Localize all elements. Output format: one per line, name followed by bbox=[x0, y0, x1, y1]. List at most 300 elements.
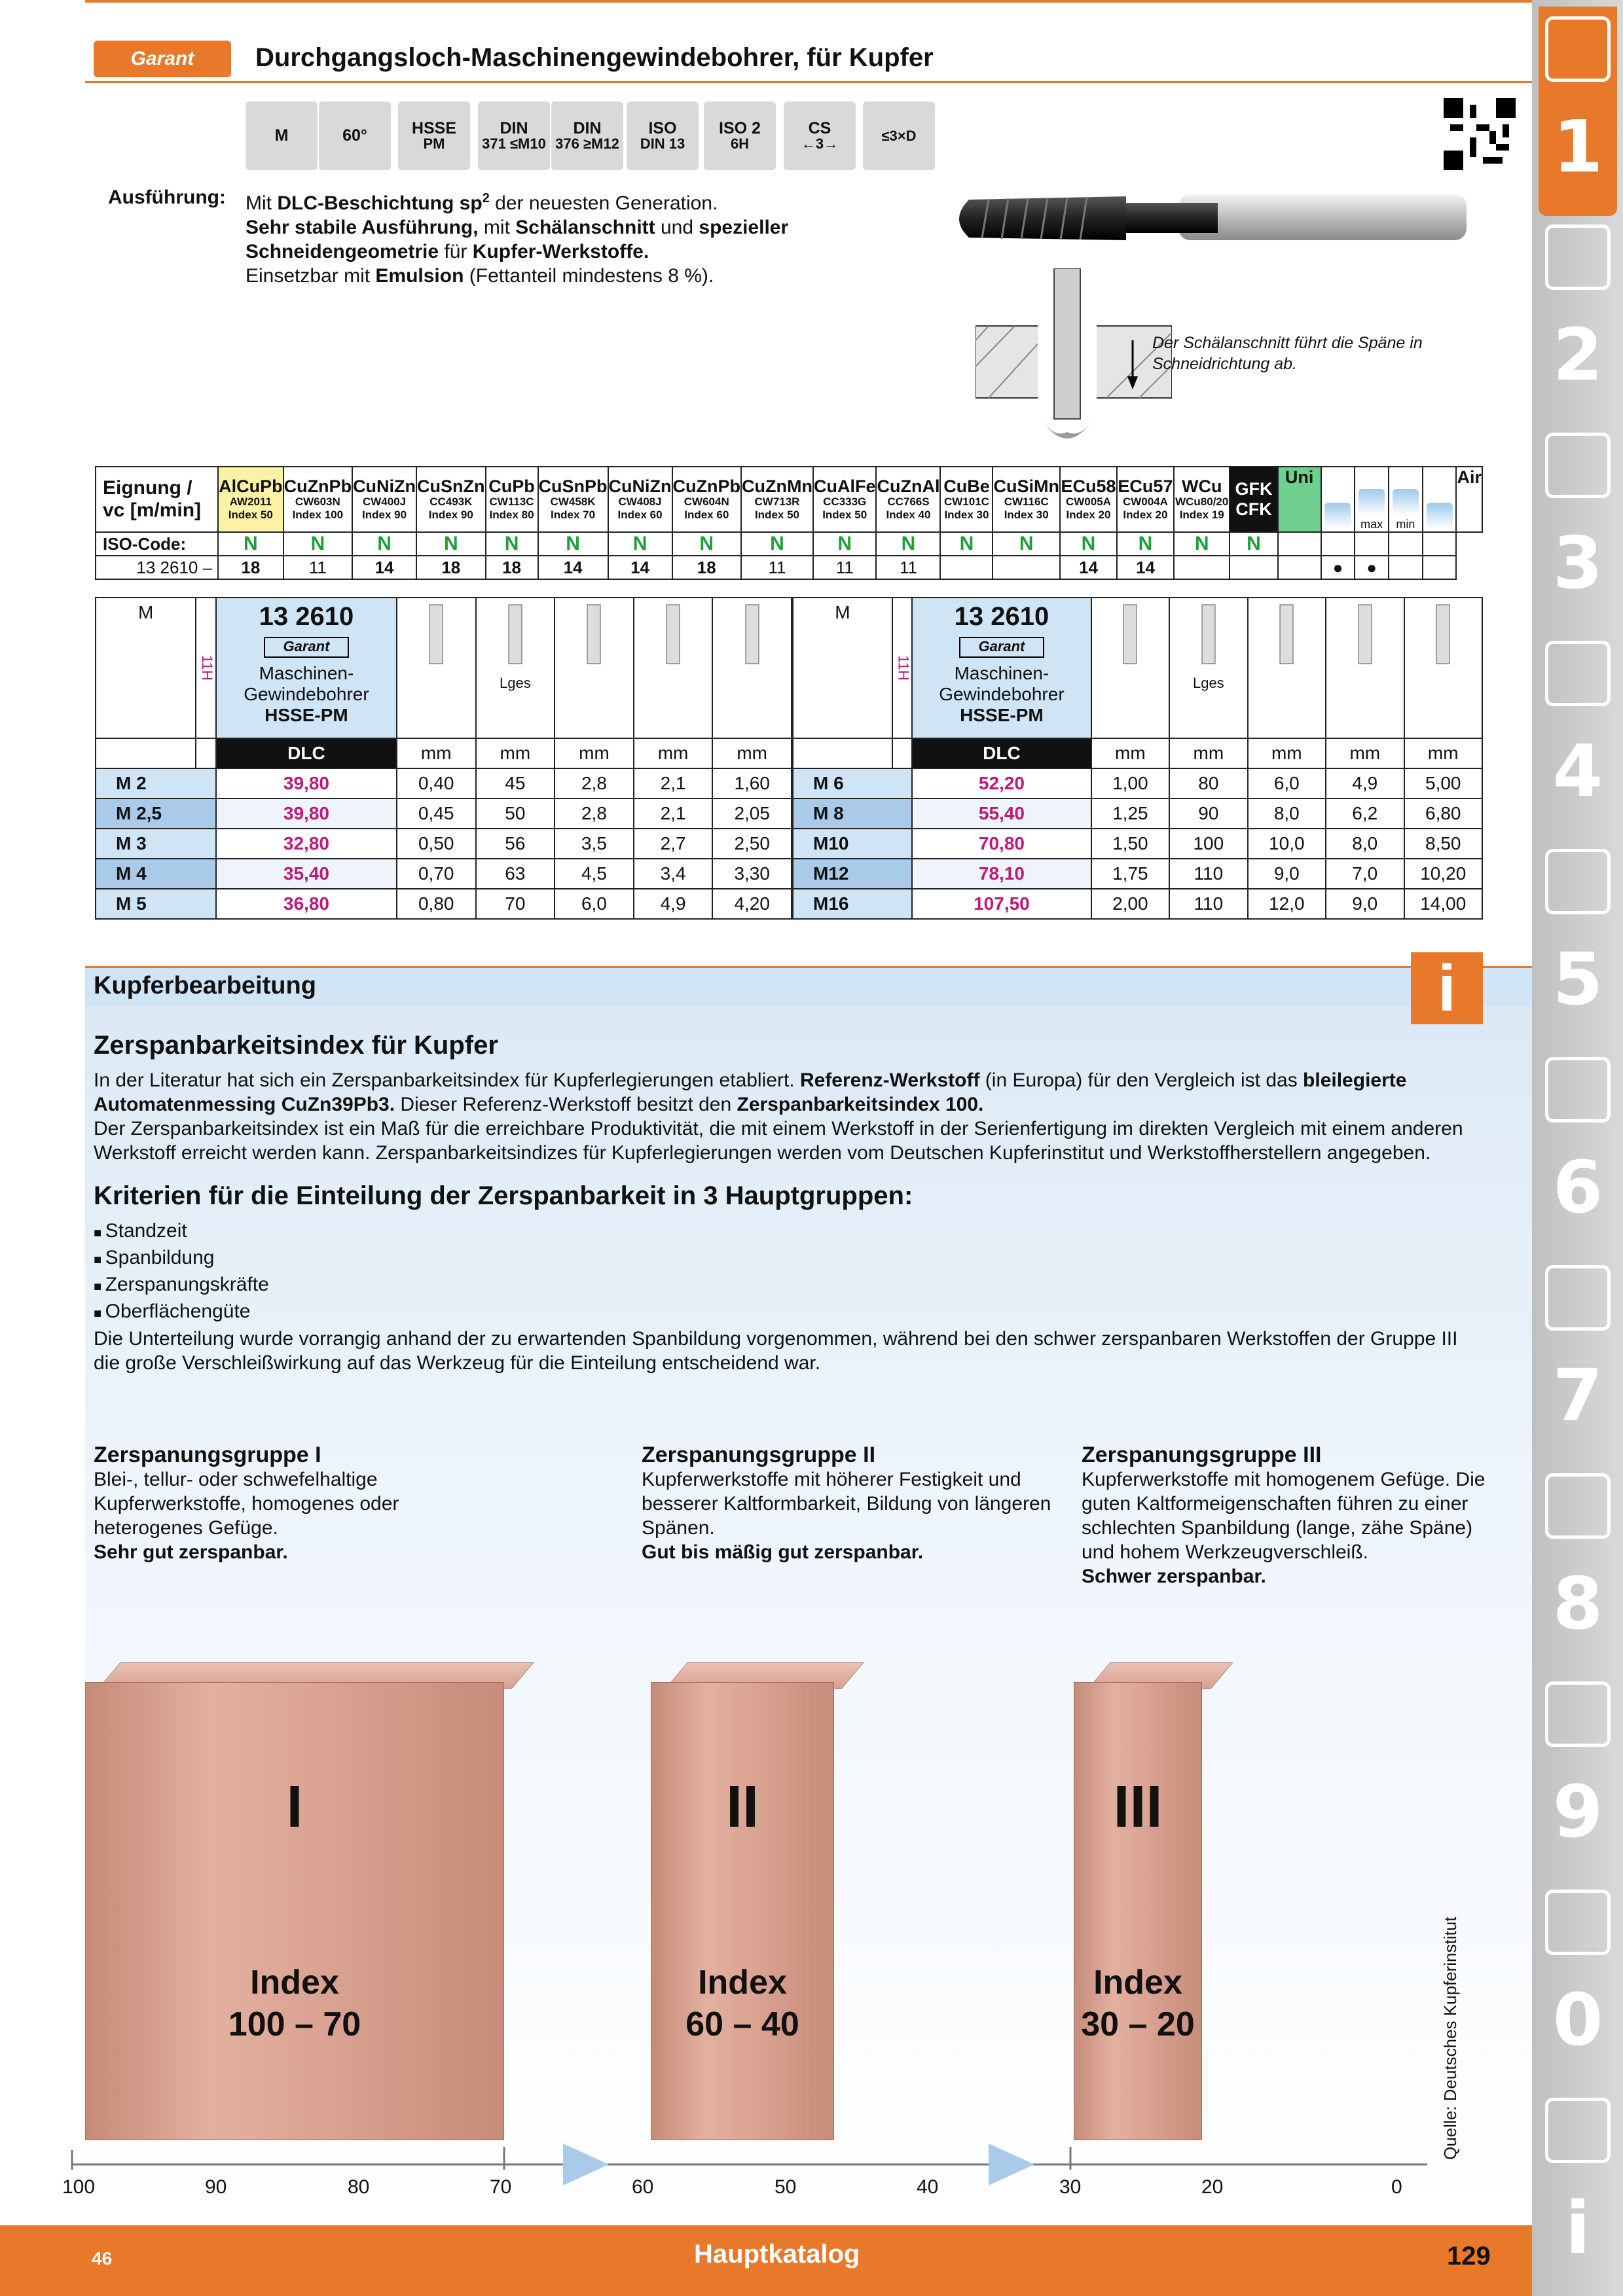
chapter-number: 0 bbox=[1552, 1978, 1603, 2062]
chip-top-label: DIN bbox=[573, 119, 602, 137]
tolerance-header: 11H bbox=[196, 598, 216, 738]
material-code: CC493K bbox=[429, 495, 473, 508]
emulsion-max-icon bbox=[1355, 467, 1389, 532]
group-2-description: Zerspanungsgruppe II Kupferwerkstoffe mit höherer Festigkeit und besserer Kaltformbarkeit, Bildung von längeren Spänen. Gut bis mäßig gut zerspanbar. bbox=[642, 1443, 1051, 1563]
info-paragraph-1: In der Literatur hat sich ein Zerspanbarkeitsindex für Kupferlegierungen etabliert. Referenz-Werkstoff (in Europa) für den Vergleich ist das bleilegierte Automatenmessing CuZn39Pb3. Dieser Referenz-Werkstoff besitzt den Zerspanbarkeitsindex 100. bbox=[94, 1069, 1407, 1115]
dimension-value: 45 bbox=[476, 768, 555, 798]
empty-cell bbox=[1278, 532, 1321, 556]
dimension-icon bbox=[1091, 598, 1169, 738]
dimension-value: 3,5 bbox=[555, 829, 634, 859]
chip-flow-diagram bbox=[976, 268, 1172, 458]
material-code: CW101C bbox=[943, 495, 989, 508]
dimension-value: 7,0 bbox=[1326, 859, 1404, 889]
material-code: AW2011 bbox=[229, 495, 272, 508]
material-index: Index 60 bbox=[684, 509, 729, 521]
iso-value: N bbox=[876, 532, 940, 556]
bar-2-index: Index 60 – 40 bbox=[685, 1964, 799, 2043]
thread-size: M 5 bbox=[96, 889, 216, 919]
price: 78,10 bbox=[912, 859, 1091, 889]
dimension-value: 0,40 bbox=[397, 768, 476, 798]
material-index: Index 90 bbox=[428, 509, 473, 521]
dimension-sketch-icon bbox=[416, 598, 456, 670]
bar-3-roman: III bbox=[1113, 1774, 1163, 1840]
iso-value: N bbox=[1060, 532, 1117, 556]
criteria-item bbox=[94, 1299, 1488, 1326]
material-header bbox=[352, 467, 416, 532]
label-vc: vc [m/min] bbox=[103, 499, 202, 521]
dimension-value: 2,50 bbox=[712, 829, 792, 859]
dimension-value: 110 bbox=[1169, 859, 1247, 889]
property-chip bbox=[398, 101, 470, 170]
criteria-text: Standzeit bbox=[105, 1220, 187, 1242]
chip-bottom-label: PM bbox=[423, 135, 445, 152]
product-row[interactable] bbox=[96, 798, 792, 829]
chip-top-label: ISO bbox=[648, 119, 677, 137]
criteria-heading: Kriterien für die Einteilung der Zerspanbarkeit in 3 Hauptgruppen: bbox=[94, 1181, 913, 1210]
dimension-sketch-icon bbox=[653, 598, 693, 670]
material-index: Index 70 bbox=[551, 509, 596, 521]
material-code: CC333G bbox=[823, 495, 867, 508]
material-name: CuBe bbox=[943, 476, 990, 496]
empty-cell bbox=[1321, 532, 1355, 556]
bar-1-roman: I bbox=[286, 1774, 303, 1840]
suitability-header-row bbox=[96, 467, 1482, 532]
dimension-value: 70 bbox=[476, 889, 555, 919]
size-header: M bbox=[96, 598, 196, 738]
dimension-value: 1,75 bbox=[1091, 859, 1169, 889]
price: 52,20 bbox=[912, 768, 1091, 798]
speed-label: 13 2610 – bbox=[96, 556, 218, 579]
product-row[interactable] bbox=[793, 768, 1482, 798]
criteria-item bbox=[94, 1246, 1488, 1272]
price: 39,80 bbox=[216, 768, 397, 798]
chip-top-label: 60° bbox=[342, 126, 367, 145]
speed-value: 14 bbox=[538, 556, 608, 579]
iso-value: N bbox=[352, 532, 416, 556]
bar-2-roman: II bbox=[725, 1774, 759, 1840]
material-header bbox=[876, 467, 940, 532]
chapter-tab[interactable] bbox=[1539, 1672, 1617, 1881]
material-index: Index 100 bbox=[292, 509, 344, 521]
dimension-value: 4,5 bbox=[555, 859, 634, 889]
coolant-dot: ● bbox=[1321, 556, 1355, 579]
coolant-icon bbox=[1321, 467, 1355, 532]
dimension-value: 4,9 bbox=[634, 889, 713, 919]
product-header-row bbox=[793, 598, 1482, 738]
material-header bbox=[813, 467, 877, 532]
product-row[interactable] bbox=[793, 829, 1482, 859]
empty-cell bbox=[1423, 556, 1457, 579]
chip-bottom-label: DIN 13 bbox=[640, 135, 685, 152]
dimension-value: 9,0 bbox=[1248, 859, 1326, 889]
iso-value: N bbox=[218, 532, 283, 556]
material-code: CW458K bbox=[550, 495, 596, 508]
material-code: CC766S bbox=[887, 495, 930, 508]
article-number: 13 2610 bbox=[259, 602, 354, 631]
chip-bottom-label: 376 ≥M12 bbox=[555, 135, 619, 152]
dimension-value: 4,20 bbox=[712, 889, 792, 919]
material-index: Index 40 bbox=[886, 509, 931, 521]
execution-text: Mit DLC-Beschichtung $sp^2$ der neuesten Generation. Sehr stabile Ausführung, mit Schälanschnitt und spezieller Schneidengeometrie für Kupfer-Werkstoffe. Einsetzbar mit Emulsion (Fettanteil mindestens 8 %). bbox=[246, 191, 789, 287]
chapter-tab[interactable] bbox=[1539, 631, 1617, 840]
material-name: CuZnPb bbox=[672, 476, 740, 496]
dimension-value: 10,20 bbox=[1404, 859, 1483, 889]
material-header bbox=[486, 467, 538, 532]
uni-header: Uni bbox=[1278, 467, 1321, 532]
material-index: Index 50 bbox=[822, 509, 867, 521]
iso-value: N bbox=[1117, 532, 1174, 556]
page-title: Durchgangsloch-Maschinengewindebohrer, für Kupfer bbox=[255, 43, 934, 72]
chip-bottom-label: ≤3×D bbox=[881, 127, 917, 144]
chapter-number: 4 bbox=[1552, 729, 1603, 813]
chapter-tab[interactable] bbox=[1539, 2088, 1617, 2296]
material-index: Index 50 bbox=[228, 509, 273, 521]
garant-logo-small: Garant bbox=[264, 637, 349, 658]
criteria-text: Zerspanungskräfte bbox=[105, 1274, 269, 1295]
product-name-line: HSSE-PM bbox=[264, 705, 348, 725]
qr-code-icon[interactable] bbox=[1444, 98, 1516, 170]
material-name: CuAlFe bbox=[813, 476, 876, 496]
empty-cell bbox=[1423, 532, 1457, 556]
dry-icon bbox=[1423, 467, 1457, 532]
material-index: Index 50 bbox=[754, 509, 799, 521]
product-row[interactable] bbox=[793, 859, 1482, 889]
speed-value bbox=[993, 556, 1060, 579]
material-header bbox=[608, 467, 672, 532]
product-row[interactable] bbox=[96, 829, 792, 859]
unit-label: mm bbox=[476, 738, 555, 768]
info-paragraph-2: Der Zerspanbarkeitsindex ist ein Maß für die erreichbare Produktivität, die mit einem Werkstoff in der Serienfertigung im direkten Vergleich mit einem anderen Werkstoff erreicht werden kann. Zerspanbarkeitsindizes für Kupferlegierungen werden vom Deutschen Kupferinstitut und Werkstoffherstellern angegeben. bbox=[94, 1118, 1463, 1164]
iso-value: N bbox=[672, 532, 741, 556]
material-header bbox=[218, 467, 283, 532]
price: 35,40 bbox=[216, 859, 397, 889]
material-header bbox=[672, 467, 741, 532]
tolerance-header: 11H bbox=[892, 598, 912, 738]
dimension-icon bbox=[634, 598, 713, 738]
unit-row bbox=[96, 738, 792, 768]
chip-top-label: HSSE bbox=[411, 119, 457, 137]
product-row[interactable] bbox=[793, 889, 1482, 919]
unit-label: mm bbox=[634, 738, 713, 768]
material-index: Index 20 bbox=[1066, 509, 1111, 521]
dimension-value: 4,9 bbox=[1326, 768, 1404, 798]
speed-value bbox=[1174, 556, 1230, 579]
size-header: M bbox=[793, 598, 892, 738]
chip-top-label: M bbox=[274, 126, 289, 145]
speed-value: 18 bbox=[416, 556, 485, 579]
dimension-sketch-icon bbox=[574, 598, 613, 670]
material-header bbox=[940, 467, 993, 532]
iso-value: N bbox=[608, 532, 672, 556]
unit-label: mm bbox=[712, 738, 792, 768]
price: 39,80 bbox=[216, 798, 397, 829]
chapter-icon bbox=[1545, 16, 1611, 82]
coating-label: DLC bbox=[216, 738, 397, 768]
empty-cell bbox=[196, 738, 216, 768]
dimension-icon bbox=[1404, 598, 1483, 738]
thread-size: M16 bbox=[793, 889, 912, 919]
dimension-value: 90 bbox=[1169, 798, 1247, 829]
material-header bbox=[538, 467, 608, 532]
property-chip bbox=[863, 101, 935, 170]
dimension-value: 10,0 bbox=[1248, 829, 1326, 859]
dimension-sketch-icon bbox=[1423, 598, 1463, 670]
dimension-value: 6,0 bbox=[555, 889, 634, 919]
criteria-text: Spanbildung bbox=[105, 1247, 215, 1268]
criteria-item bbox=[94, 1219, 1488, 1246]
speed-value: 14 bbox=[352, 556, 416, 579]
dimension-sketch-icon bbox=[496, 598, 535, 670]
dimension-icon bbox=[397, 598, 476, 738]
axis-tick-label: 80 bbox=[348, 2176, 370, 2198]
material-name: CuPb bbox=[488, 476, 535, 496]
bar-group-3 bbox=[1074, 1682, 1202, 2140]
dimension-value: 80 bbox=[1169, 768, 1247, 798]
dimension-icon bbox=[1248, 598, 1326, 738]
product-name-line: HSSE-PM bbox=[960, 705, 1044, 725]
product-row[interactable] bbox=[96, 859, 792, 889]
material-code: CW604N bbox=[684, 495, 729, 508]
chapter-tab[interactable] bbox=[1539, 839, 1617, 1049]
footer-title: Hauptkatalog bbox=[694, 2240, 860, 2269]
bar-1-index: Index 100 – 70 bbox=[228, 1964, 361, 2043]
bar-group-1 bbox=[85, 1682, 504, 2140]
property-chip bbox=[627, 101, 699, 170]
chapter-icon bbox=[1545, 849, 1611, 914]
unit-label: mm bbox=[1326, 738, 1404, 768]
thread-size: M 3 bbox=[96, 829, 216, 859]
dimension-value: 8,50 bbox=[1404, 829, 1483, 859]
axis-tick-label: 30 bbox=[1059, 2176, 1082, 2198]
page-number: 129 bbox=[1447, 2242, 1491, 2270]
gfk-label: GFK bbox=[1235, 479, 1273, 499]
material-index: Index 30 bbox=[1004, 509, 1049, 521]
chapter-tab[interactable] bbox=[1539, 423, 1617, 632]
bullet-icon: ■ bbox=[94, 1306, 105, 1321]
unit-label: mm bbox=[1169, 738, 1247, 768]
price: 55,40 bbox=[912, 798, 1091, 829]
info-band-title: Kupferbearbeitung bbox=[94, 972, 316, 999]
chapter-tab[interactable] bbox=[1539, 7, 1617, 216]
lges-label: Lges bbox=[1192, 675, 1224, 691]
air-header: Air bbox=[1456, 467, 1482, 532]
speed-value: 18 bbox=[218, 556, 283, 579]
chapter-number: i bbox=[1565, 2186, 1590, 2270]
unit-label: mm bbox=[1248, 738, 1326, 768]
max-label: max bbox=[1360, 518, 1383, 531]
chapter-tab[interactable] bbox=[1539, 215, 1617, 424]
iso-value: N bbox=[741, 532, 813, 556]
material-header bbox=[741, 467, 813, 532]
dimension-value: 1,00 bbox=[1091, 768, 1169, 798]
material-name: AlCuPb bbox=[219, 476, 283, 496]
top-accent-line bbox=[85, 0, 1532, 3]
chapter-tab[interactable] bbox=[1539, 1880, 1617, 2089]
gfk-cfk-header bbox=[1230, 467, 1277, 532]
chapter-icon bbox=[1545, 2098, 1611, 2163]
dimension-value: 14,00 bbox=[1404, 889, 1483, 919]
speed-value: 11 bbox=[741, 556, 813, 579]
dimension-value: 0,50 bbox=[397, 829, 476, 859]
material-index: Index 20 bbox=[1123, 509, 1168, 521]
speed-value: 14 bbox=[1060, 556, 1117, 579]
axis-tick-label: 0 bbox=[1391, 2176, 1402, 2198]
price: 32,80 bbox=[216, 829, 397, 859]
iso-value: N bbox=[486, 532, 538, 556]
product-row[interactable] bbox=[793, 798, 1482, 829]
chapter-number: 3 bbox=[1552, 521, 1603, 605]
coolant-dot bbox=[1278, 556, 1321, 579]
chapter-icon bbox=[1545, 224, 1611, 290]
emulsion-min-icon bbox=[1389, 467, 1423, 532]
criteria-text: Oberflächengüte bbox=[105, 1300, 251, 1322]
product-row[interactable] bbox=[96, 768, 792, 798]
dimension-value: 3,4 bbox=[634, 859, 713, 889]
chapter-number: 6 bbox=[1552, 1145, 1603, 1229]
iso-value: N bbox=[416, 532, 485, 556]
material-name: CuZnMn bbox=[742, 476, 812, 496]
dimension-icon bbox=[712, 598, 792, 738]
chapter-tab[interactable] bbox=[1539, 1463, 1617, 1673]
product-name-line: Maschinen- bbox=[954, 663, 1049, 683]
dimension-value: 2,05 bbox=[712, 798, 792, 829]
chapter-tab[interactable] bbox=[1539, 1047, 1617, 1257]
garant-logo-small: Garant bbox=[959, 637, 1044, 658]
dimension-value: 110 bbox=[1169, 889, 1247, 919]
empty-cell bbox=[793, 738, 892, 768]
dimension-sketch-icon bbox=[1267, 598, 1306, 670]
article-header bbox=[216, 598, 397, 738]
footer-left-number: 46 bbox=[92, 2248, 113, 2269]
dimension-value: 6,0 bbox=[1248, 768, 1326, 798]
dimension-value: 2,1 bbox=[634, 768, 713, 798]
property-chip bbox=[478, 101, 550, 170]
material-header bbox=[1117, 467, 1174, 532]
bar-3-index: Index 30 – 20 bbox=[1081, 1964, 1195, 2043]
product-name-line: Maschinen- bbox=[259, 663, 354, 683]
dimension-value: 6,80 bbox=[1404, 798, 1483, 829]
chapter-icon bbox=[1545, 1265, 1611, 1331]
product-header-row bbox=[96, 598, 792, 738]
axis-tick-label: 60 bbox=[632, 2176, 654, 2198]
material-header bbox=[283, 467, 352, 532]
dimension-sketch-icon bbox=[1345, 598, 1385, 670]
chapter-icon bbox=[1545, 1473, 1611, 1539]
dimension-value: 50 bbox=[476, 798, 555, 829]
group-3-description: Zerspanungsgruppe III Kupferwerkstoffe mit homogenem Gefüge. Die guten Kaltformeigenschaften führen zu einer schlechten Spanbildung (lange, zähe Späne) und hohem Werkzeugverschleiß. Schwer zerspanbar. bbox=[1082, 1443, 1486, 1587]
source-note: Quelle: Deutsches Kupferinstitut bbox=[1440, 1916, 1460, 2160]
dimension-value: 5,00 bbox=[1404, 768, 1483, 798]
material-index: Index 19 bbox=[1179, 509, 1224, 521]
chip-top-label: ISO 2 bbox=[719, 119, 761, 137]
speed-value: 18 bbox=[486, 556, 538, 579]
chapter-number: 2 bbox=[1552, 313, 1603, 397]
material-name: CuSiMn bbox=[993, 476, 1059, 496]
empty-cell bbox=[892, 738, 912, 768]
dimension-value: 56 bbox=[476, 829, 555, 859]
dimension-icon bbox=[1326, 598, 1404, 738]
dimension-sketch-icon bbox=[1110, 598, 1150, 670]
speed-value: 11 bbox=[813, 556, 877, 579]
speed-value: 18 bbox=[672, 556, 741, 579]
speed-value: 14 bbox=[608, 556, 672, 579]
product-name-line: Gewindebohrer bbox=[244, 684, 369, 704]
min-label: min bbox=[1396, 518, 1415, 531]
dimension-value: 1,60 bbox=[712, 768, 792, 798]
thread-size: M10 bbox=[793, 829, 912, 859]
product-table-left bbox=[95, 597, 792, 920]
article-number: 13 2610 bbox=[954, 602, 1049, 631]
product-table-right bbox=[792, 597, 1483, 920]
unit-label: mm bbox=[1404, 738, 1483, 768]
iso-value: N bbox=[993, 532, 1060, 556]
coolant-dot: ● bbox=[1355, 556, 1389, 579]
dimension-sketch-icon bbox=[1189, 598, 1228, 670]
speed-value: 14 bbox=[1117, 556, 1174, 579]
unit-label: mm bbox=[1091, 738, 1169, 768]
dimension-value: 100 bbox=[1169, 829, 1247, 859]
material-name: WCu bbox=[1181, 476, 1222, 496]
axis-tick-label: 100 bbox=[62, 2176, 96, 2198]
product-name-line: Gewindebohrer bbox=[939, 684, 1065, 704]
coolant-dot bbox=[1389, 556, 1423, 579]
index-axis bbox=[59, 2130, 1440, 2189]
material-code: CW113C bbox=[489, 495, 534, 508]
chapter-tab[interactable] bbox=[1539, 1255, 1617, 1465]
thread-size: M 4 bbox=[96, 859, 216, 889]
article-header bbox=[912, 598, 1091, 738]
dimension-value: 8,0 bbox=[1326, 829, 1404, 859]
dimension-value: 1,25 bbox=[1091, 798, 1169, 829]
property-chip bbox=[246, 101, 318, 170]
iso-label: ISO-Code: bbox=[96, 532, 218, 556]
price: 107,50 bbox=[912, 889, 1091, 919]
material-code: CW005A bbox=[1065, 495, 1111, 508]
product-row[interactable] bbox=[96, 889, 792, 919]
dimension-value: 2,1 bbox=[634, 798, 713, 829]
speed-value: 11 bbox=[876, 556, 940, 579]
iso-value: N bbox=[283, 532, 352, 556]
iso-value: N bbox=[813, 532, 877, 556]
material-name: CuNiZn bbox=[353, 476, 416, 496]
dimension-value: 63 bbox=[476, 859, 555, 889]
chip-bottom-label: ←3→ bbox=[801, 135, 839, 152]
bar-group-2 bbox=[651, 1682, 834, 2140]
material-code: CW713R bbox=[754, 495, 800, 508]
label-eignung: Eignung / bbox=[103, 477, 192, 499]
dimension-value: 9,0 bbox=[1326, 889, 1404, 919]
chapter-icon bbox=[1545, 1890, 1611, 1955]
chapter-number: 1 bbox=[1552, 105, 1603, 188]
thread-size: M12 bbox=[793, 859, 912, 889]
info-heading: Zerspanbarkeitsindex für Kupfer bbox=[94, 1031, 498, 1060]
material-header bbox=[1060, 467, 1117, 532]
property-chip bbox=[784, 101, 856, 170]
dimension-sketch-icon bbox=[733, 598, 772, 670]
thread-size: M 6 bbox=[793, 768, 912, 798]
dimension-value: 6,2 bbox=[1326, 798, 1404, 829]
bullet-icon: ■ bbox=[94, 1226, 105, 1240]
speed-value: 11 bbox=[283, 556, 352, 579]
axis-tick-label: 20 bbox=[1201, 2176, 1224, 2198]
axis-tick-label: 90 bbox=[205, 2176, 227, 2198]
iso-value: N bbox=[1230, 532, 1277, 556]
chapter-number: 8 bbox=[1552, 1562, 1603, 1645]
material-name: ECu58 bbox=[1061, 476, 1116, 496]
chapter-number: 9 bbox=[1552, 1770, 1603, 1854]
material-name: CuNiZn bbox=[608, 476, 672, 496]
dimension-value: 2,7 bbox=[634, 829, 713, 859]
